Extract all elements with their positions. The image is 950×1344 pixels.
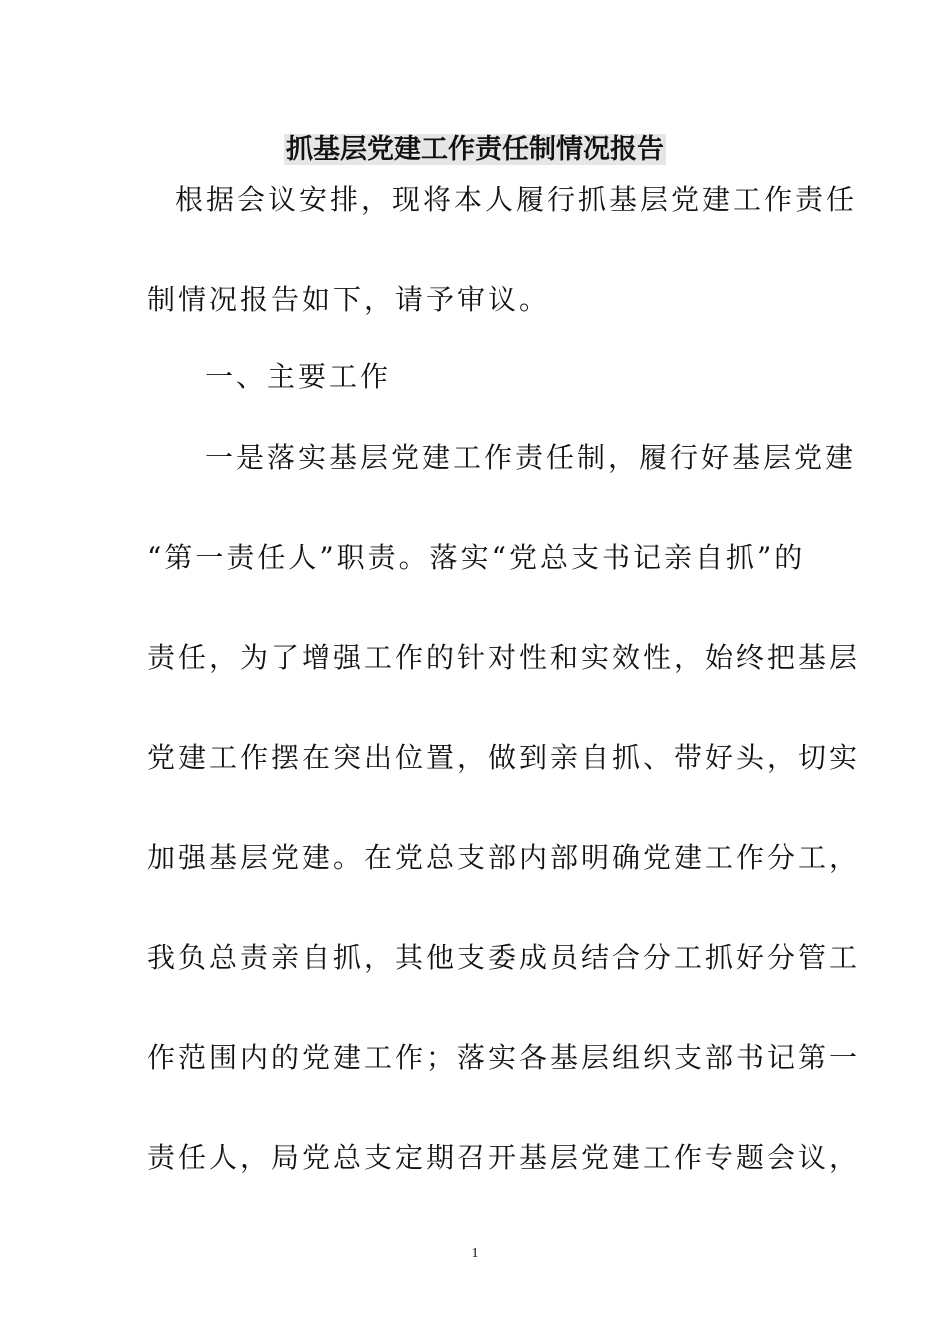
paragraph-line-4: “第一责任人”职责。落实“党总支书记亲自抓”的 bbox=[147, 541, 806, 574]
section-heading: 一、主要工作 bbox=[205, 360, 392, 393]
paragraph-line-7: 加强基层党建。在党总支部内部明确党建工作分工， bbox=[147, 841, 861, 874]
document-title bbox=[0, 128, 950, 172]
paragraph-line-6: 党建工作摆在突出位置，做到亲自抓、带好头，切实 bbox=[147, 741, 861, 774]
paragraph-line-2: 制情况报告如下，请予审议。 bbox=[147, 283, 551, 316]
document-title-text: 抓基层党建工作责任制情况报告 bbox=[286, 134, 664, 165]
paragraph-line-1: 根据会议安排，现将本人履行抓基层党建工作责任 bbox=[175, 183, 858, 216]
paragraph-line-5: 责任，为了增强工作的针对性和实效性，始终把基层 bbox=[147, 641, 861, 674]
paragraph-line-3: 一是落实基层党建工作责任制，履行好基层党建 bbox=[205, 441, 857, 474]
paragraph-line-9: 作范围内的党建工作；落实各基层组织支部书记第一 bbox=[147, 1041, 861, 1074]
paragraph-line-10: 责任人，局党总支定期召开基层党建工作专题会议， bbox=[147, 1141, 861, 1174]
page-number: 1 bbox=[471, 1246, 479, 1261]
paragraph-line-8: 我负总责亲自抓，其他支委成员结合分工抓好分管工 bbox=[147, 941, 861, 974]
